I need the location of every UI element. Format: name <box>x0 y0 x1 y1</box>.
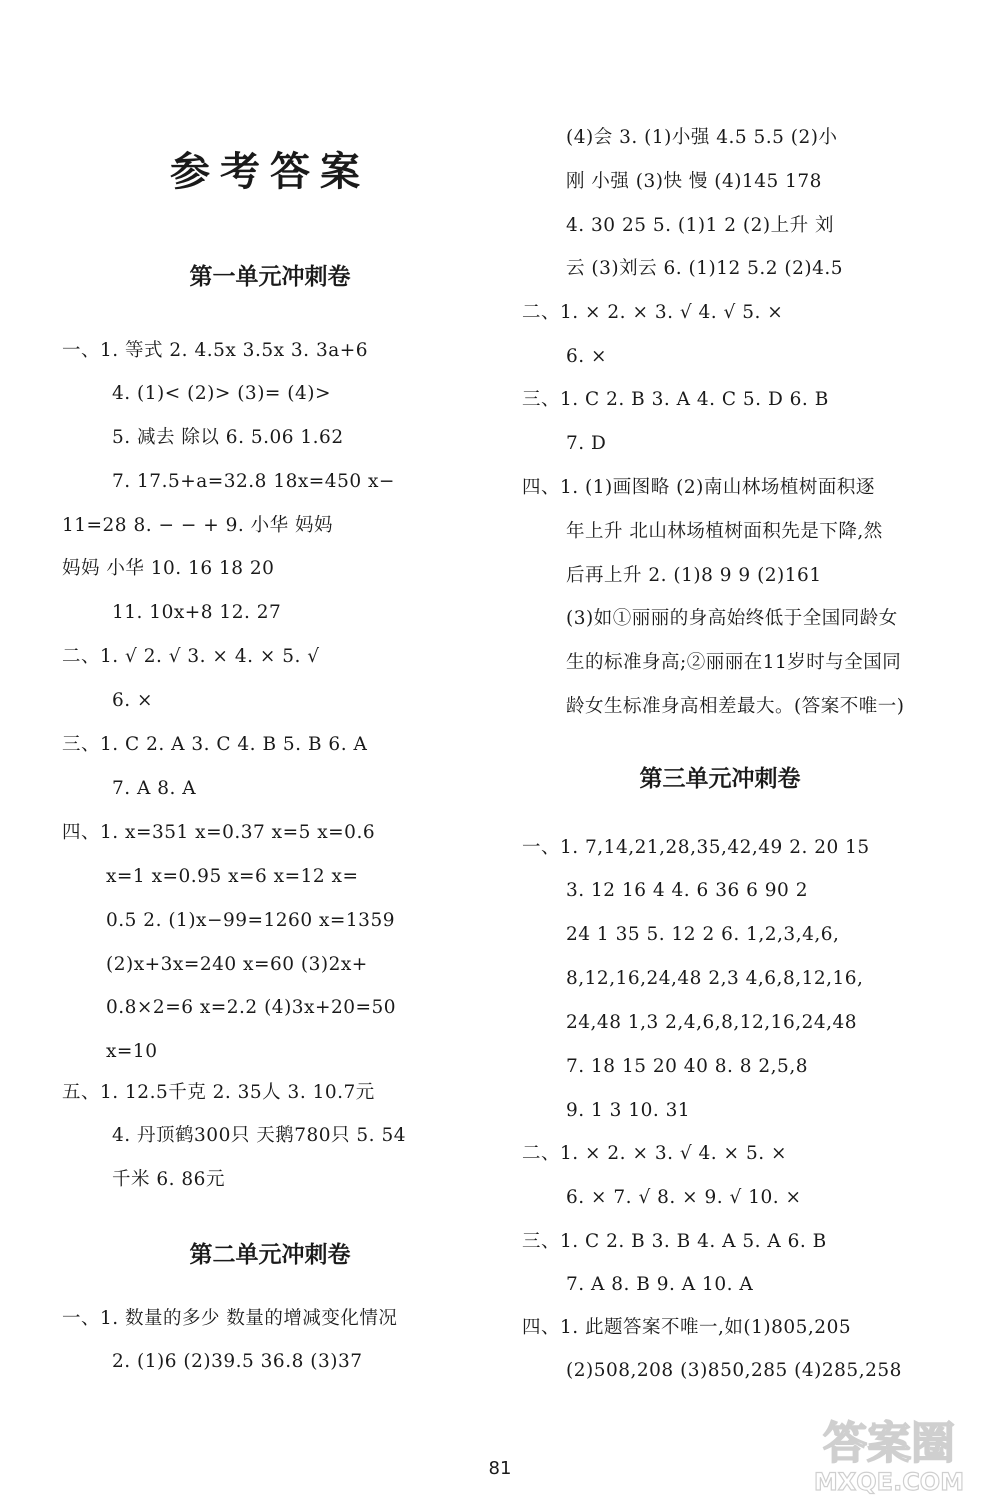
answer-line: 三、1. C 2. B 3. A 4. C 5. D 6. B <box>522 389 829 410</box>
answer-line: 一、1. 7,14,21,28,35,42,49 2. 20 15 <box>522 837 870 858</box>
answer-line: 年上升 北山林场植树面积先是下降,然 <box>566 521 883 542</box>
answer-line: 生的标准身高;②丽丽在11岁时与全国同 <box>566 652 902 673</box>
answer-line: 刚 小强 (3)快 慢 (4)145 178 <box>566 171 822 192</box>
section-heading-unit-1: 第一单元冲刺卷 <box>189 264 351 290</box>
answer-line: 7. 17.5+a=32.8 18x=450 x− <box>112 471 395 492</box>
watermark-text: 答案圈 <box>823 1418 955 1469</box>
answer-line: 11. 10x+8 12. 27 <box>112 602 282 623</box>
answer-line: 7. D <box>566 433 607 454</box>
answer-line: 一、1. 等式 2. 4.5x 3.5x 3. 3a+6 <box>62 340 369 361</box>
answer-line: 龄女生标准身高相差最大。(答案不唯一) <box>566 696 905 717</box>
page-number: 81 <box>488 1458 512 1479</box>
answer-line: 5. 减去 除以 6. 5.06 1.62 <box>112 427 344 448</box>
answer-line: 3. 12 16 4 4. 6 36 6 90 2 <box>566 880 808 901</box>
section-heading-unit-3: 第三单元冲刺卷 <box>639 766 801 792</box>
answer-line: 五、1. 12.5千克 2. 35人 3. 10.7元 <box>62 1082 375 1103</box>
answer-line: 云 (3)刘云 6. (1)12 5.2 (2)4.5 <box>566 258 844 279</box>
answer-line: 2. (1)6 (2)39.5 36.8 (3)37 <box>112 1351 363 1372</box>
answer-line: (3)如①丽丽的身高始终低于全国同龄女 <box>566 608 898 629</box>
answer-line: 四、1. x=351 x=0.37 x=5 x=0.6 <box>62 822 376 843</box>
answer-line: (4)会 3. (1)小强 4.5 5.5 (2)小 <box>566 127 838 148</box>
answer-line: 千米 6. 86元 <box>112 1169 225 1190</box>
answer-line: x=1 x=0.95 x=6 x=12 x= <box>106 866 359 887</box>
answer-line: x=10 <box>106 1041 158 1062</box>
answer-line: 6. × <box>566 346 608 367</box>
answer-line: 四、1. 此题答案不唯一,如(1)805,205 <box>522 1317 852 1338</box>
answer-line: 二、1. × 2. × 3. √ 4. × 5. × <box>522 1143 787 1164</box>
watermark-url: MXQE.COM <box>813 1468 965 1496</box>
answer-line: 24 1 35 5. 12 2 6. 1,2,3,4,6, <box>566 924 840 945</box>
answer-line: 三、1. C 2. B 3. B 4. A 5. A 6. B <box>522 1231 827 1252</box>
answer-line: 妈妈 小华 10. 16 18 20 <box>62 558 275 579</box>
answer-line: 三、1. C 2. A 3. C 4. B 5. B 6. A <box>62 734 368 755</box>
answer-line: 0.8×2=6 x=2.2 (4)3x+20=50 <box>106 997 397 1018</box>
answer-line: 24,48 1,3 2,4,6,8,12,16,24,48 <box>566 1012 858 1033</box>
answer-line: 二、1. √ 2. √ 3. × 4. × 5. √ <box>62 646 320 667</box>
answer-line: 4. 丹顶鹤300只 天鹅780只 5. 54 <box>112 1125 406 1146</box>
answer-line: 6. × 7. √ 8. × 9. √ 10. × <box>566 1187 802 1208</box>
answer-line: 4. 30 25 5. (1)1 2 (2)上升 刘 <box>566 215 834 236</box>
answer-line: 9. 1 3 10. 31 <box>566 1100 691 1121</box>
answer-line: 二、1. × 2. × 3. √ 4. √ 5. × <box>522 302 784 323</box>
section-heading-unit-2: 第二单元冲刺卷 <box>189 1242 351 1268</box>
answer-line: 四、1. (1)画图略 (2)南山林场植树面积逐 <box>522 477 875 498</box>
answer-line: 0.5 2. (1)x−99=1260 x=1359 <box>106 910 395 931</box>
answer-line: 4. (1)< (2)> (3)= (4)> <box>112 383 331 404</box>
answer-line: 7. A 8. B 9. A 10. A <box>566 1274 754 1295</box>
answer-line: 11=28 8. − − + 9. 小华 妈妈 <box>62 515 334 536</box>
page-title: 参考答案 <box>170 148 370 195</box>
watermark-logo <box>784 1406 994 1496</box>
answer-line: 后再上升 2. (1)8 9 9 (2)161 <box>566 565 822 586</box>
answer-line: 一、1. 数量的多少 数量的增减变化情况 <box>62 1308 398 1329</box>
answer-line: 7. 18 15 20 40 8. 8 2,5,8 <box>566 1056 808 1077</box>
answer-line: 6. × <box>112 690 154 711</box>
answer-line: (2)x+3x=240 x=60 (3)2x+ <box>106 954 368 975</box>
answer-line: 7. A 8. A <box>112 778 197 799</box>
answer-line: 8,12,16,24,48 2,3 4,6,8,12,16, <box>566 968 864 989</box>
answer-line: (2)508,208 (3)850,285 (4)285,258 <box>566 1360 902 1381</box>
